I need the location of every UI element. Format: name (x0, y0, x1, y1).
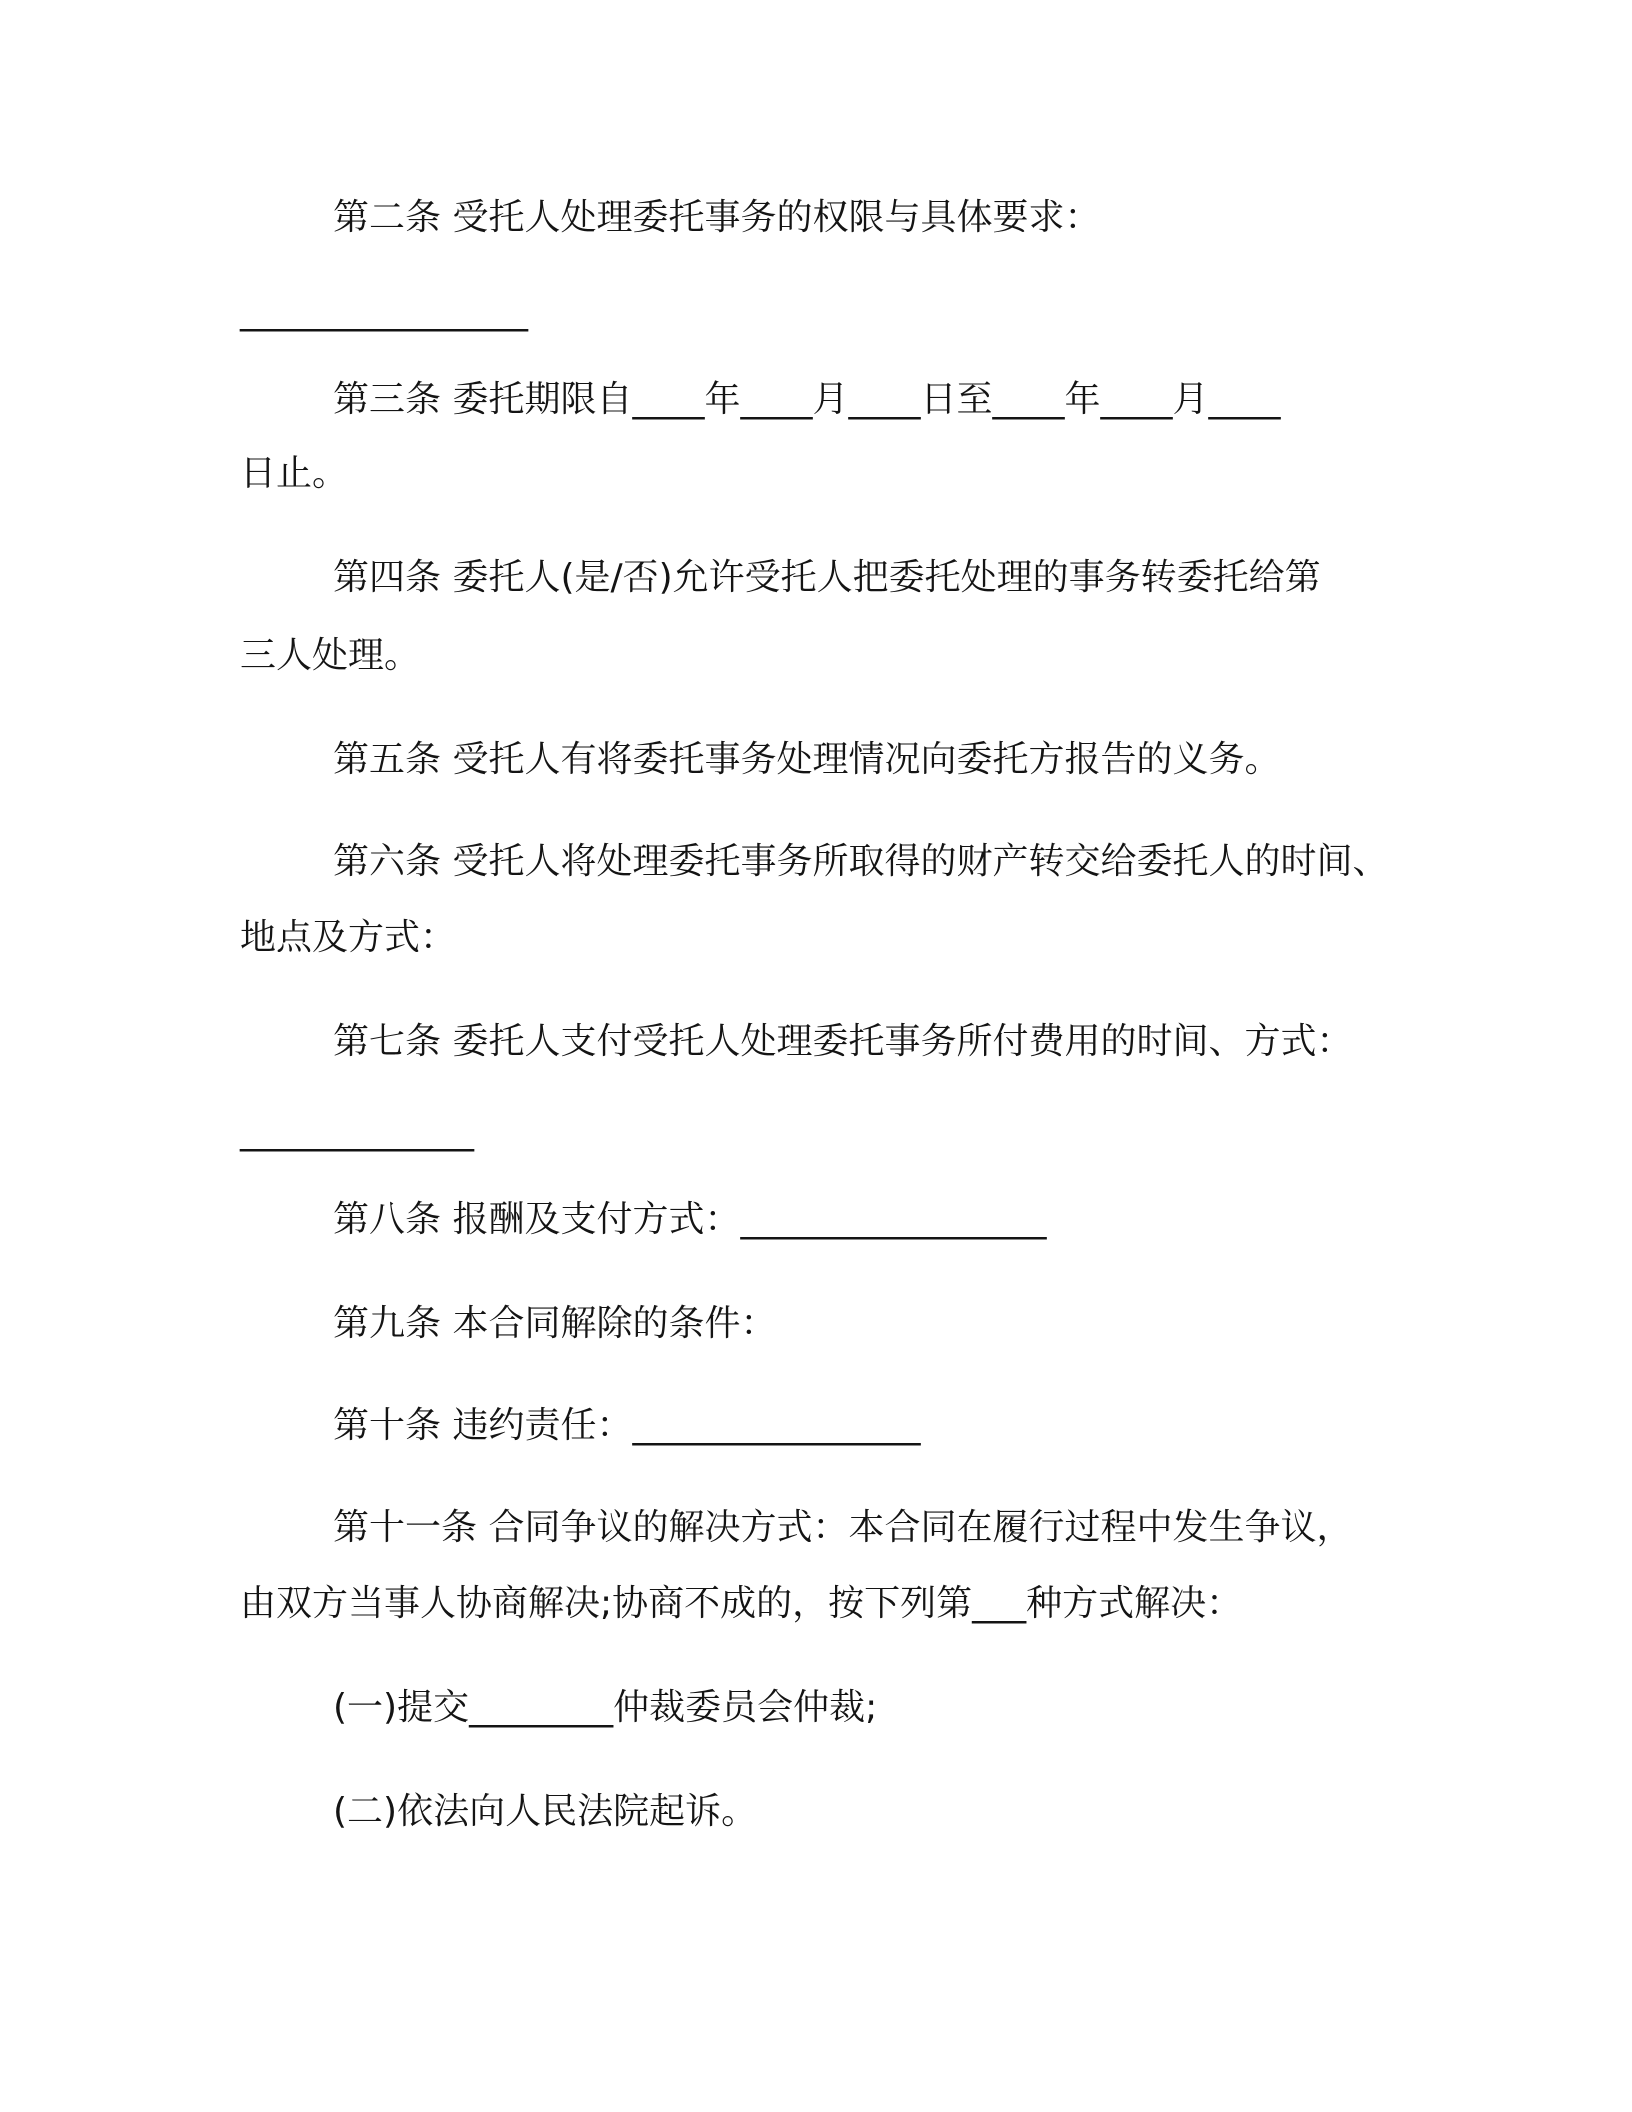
clause-6-line-1: 第六条 受托人将处理委托事务所取得的财产转交给委托人的时间、 (333, 841, 1389, 882)
clause-10: 第十条 违约责任：________________ (333, 1405, 921, 1446)
clause-7-heading: 第七条 委托人支付受托人处理委托事务所付费用的时间、方式： (333, 1021, 1353, 1062)
clause-3-line-2: 日止。 (240, 453, 349, 494)
clause-9: 第九条 本合同解除的条件： (333, 1303, 777, 1344)
clause-11-option-2: (二)依法向人民法院起诉。 (333, 1791, 758, 1832)
clause-11-line-1: 第十一条 合同争议的解决方式：本合同在履行过程中发生争议， (333, 1507, 1353, 1548)
clause-7-blank: _____________ (240, 1111, 474, 1152)
clause-4-line-2: 三人处理。 (240, 635, 421, 676)
clause-6-line-2: 地点及方式： (240, 917, 457, 958)
clause-11-option-1: (一)提交________仲裁委员会仲裁; (333, 1687, 878, 1728)
clause-11-line-2: 由双方当事人协商解决;协商不成的，按下列第___种方式解决： (240, 1583, 1243, 1624)
clause-5: 第五条 受托人有将委托事务处理情况向委托方报告的义务。 (333, 739, 1281, 780)
clause-8: 第八条 报酬及支付方式：_________________ (333, 1199, 1047, 1240)
clause-4-line-1: 第四条 委托人(是/否)允许受托人把委托处理的事务转委托给第 (333, 557, 1321, 598)
clause-2-heading: 第二条 受托人处理委托事务的权限与具体要求： (333, 197, 1101, 238)
clause-2-blank: ________________ (240, 291, 528, 332)
clause-3-line-1: 第三条 委托期限自____年____月____日至____年____月____ (333, 379, 1281, 420)
